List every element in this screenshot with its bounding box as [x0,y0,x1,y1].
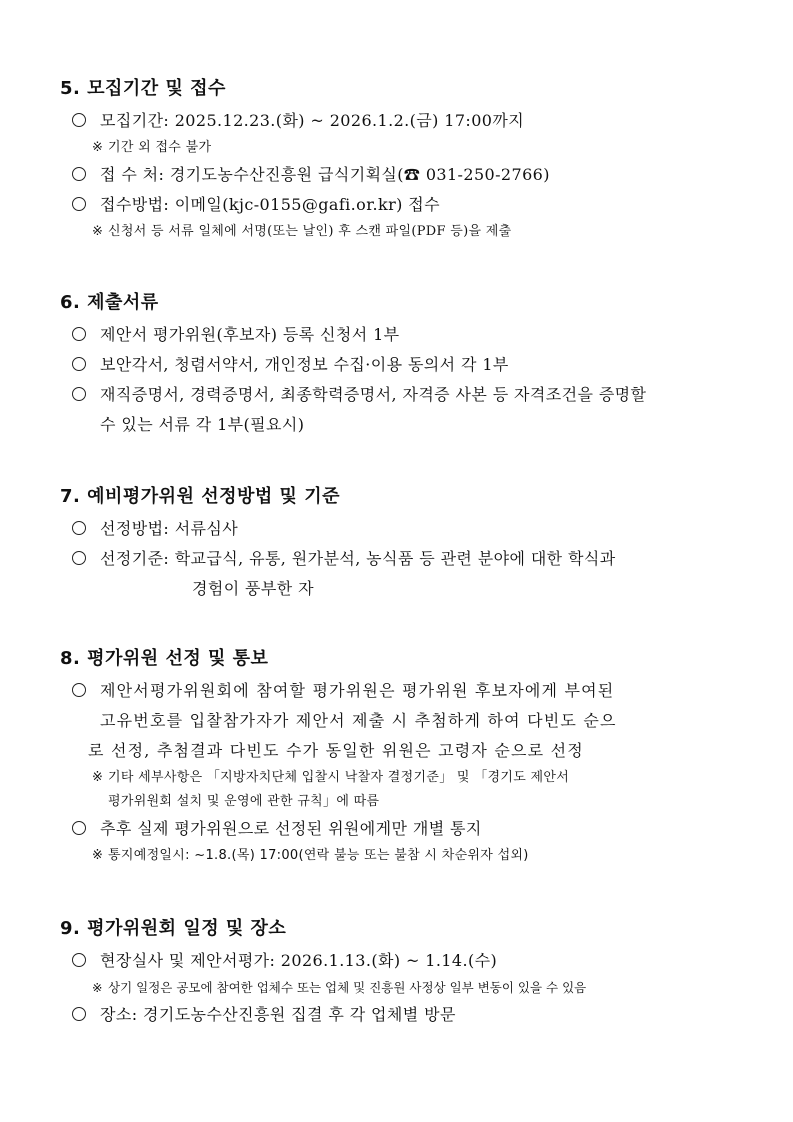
note-text: 통지예정일시: ~1.8.(목) 17:00(연락 불능 또는 불참 시 차순위자 섭외) [108,848,529,863]
note [60,976,750,1000]
item-text: 모집기간: 2025.12.23.(화) ~ 2026.1.2.(금) 17:00까지 [100,111,525,130]
section-notification [60,648,750,868]
list-item [60,514,750,544]
list-item [60,106,750,136]
circle-bullet-icon [72,521,86,535]
circle-bullet-icon [72,953,86,967]
reference-mark-icon: ※ [92,848,104,863]
list-item [60,544,750,604]
note-text: 상기 일정은 공모에 참여한 업체수 또는 업체 및 진흥원 사정상 일부 변동이 있을 수 있음 [108,980,587,995]
item-text: 현장실사 및 제안서평가: 2026.1.13.(화) ~ 1.14.(수) [100,951,498,970]
circle-bullet-icon [72,167,86,181]
item-text: 제안서평가위원회에 참여할 평가위원은 평가위원 후보자에게 부여된 [100,681,615,700]
section-recruitment-period [60,78,750,244]
item-text-continued: 고유번호를 입찰참가자가 제안서 제출 시 추첨하게 하여 다빈도 순으 [100,711,617,730]
reference-mark-icon: ※ [92,224,104,239]
item-text: 추후 실제 평가위원으로 선정된 위원에게만 개별 통지 [100,819,482,838]
note-text: 기타 세부사항은 「지방자치단체 입찰시 낙찰자 결정기준」 및 「경기도 제안서 [108,770,570,785]
note [60,136,750,160]
item-text: 접수방법: 이메일(kjc-0155@gafi.or.kr) 접수 [100,195,440,214]
item-text: 제안서 평가위원(후보자) 등록 신청서 1부 [100,325,400,344]
circle-bullet-icon [72,387,86,401]
item-text: 선정기준: 학교급식, 유통, 원가분석, 농식품 등 관련 분야에 대한 학식과 [100,549,616,568]
section-selection-method [60,486,750,604]
note [60,220,750,244]
item-text: 재직증명서, 경력증명서, 최종학력증명서, 자격증 사본 등 자격조건을 증명할 [100,385,647,404]
list-item [60,380,750,440]
section-heading: 5. 모집기간 및 접수 [60,78,226,99]
circle-bullet-icon [72,327,86,341]
list-item [60,190,750,220]
circle-bullet-icon [72,683,86,697]
item-text: 장소: 경기도농수산진흥원 집결 후 각 업체별 방문 [100,1005,456,1024]
note [60,766,750,814]
item-text-continued: 로 선정, 추첨결과 다빈도 수가 동일한 위원은 고령자 순으로 선정 [88,741,584,760]
circle-bullet-icon [72,1007,86,1021]
reference-mark-icon: ※ [92,140,104,155]
item-text: 선정방법: 서류심사 [100,519,239,538]
note-text: 신청서 등 서류 일체에 서명(또는 날인) 후 스캔 파일(PDF 등)을 제출 [108,224,512,239]
list-item [60,814,750,844]
item-text-continued: 수 있는 서류 각 1부(필요시) [100,415,305,434]
list-item [60,350,750,380]
reference-mark-icon: ※ [92,770,104,785]
section-documents [60,292,750,440]
circle-bullet-icon [72,197,86,211]
section-heading: 7. 예비평가위원 선정방법 및 기준 [60,486,340,507]
section-heading: 6. 제출서류 [60,292,159,313]
list-item [60,946,750,976]
item-text: 접 수 처: 경기도농수산진흥원 급식기획실(☎ 031-250-2766) [100,165,550,184]
circle-bullet-icon [72,551,86,565]
section-heading: 9. 평가위원회 일정 및 장소 [60,918,287,939]
list-item [60,1000,750,1030]
item-text-continued: 경험이 풍부한 자 [192,579,314,598]
circle-bullet-icon [72,113,86,127]
item-text: 보안각서, 청렴서약서, 개인정보 수집·이용 동의서 각 1부 [100,355,509,374]
note [60,844,750,868]
section-schedule [60,918,750,1030]
reference-mark-icon: ※ [92,980,103,995]
note-text-continued: 평가위원회 설치 및 운영에 관한 규칙」에 따름 [108,794,380,809]
list-item [60,320,750,350]
section-heading: 8. 평가위원 선정 및 통보 [60,648,269,669]
circle-bullet-icon [72,357,86,371]
list-item [60,676,750,766]
circle-bullet-icon [72,821,86,835]
note-text: 기간 외 접수 불가 [108,140,212,155]
list-item [60,160,750,190]
